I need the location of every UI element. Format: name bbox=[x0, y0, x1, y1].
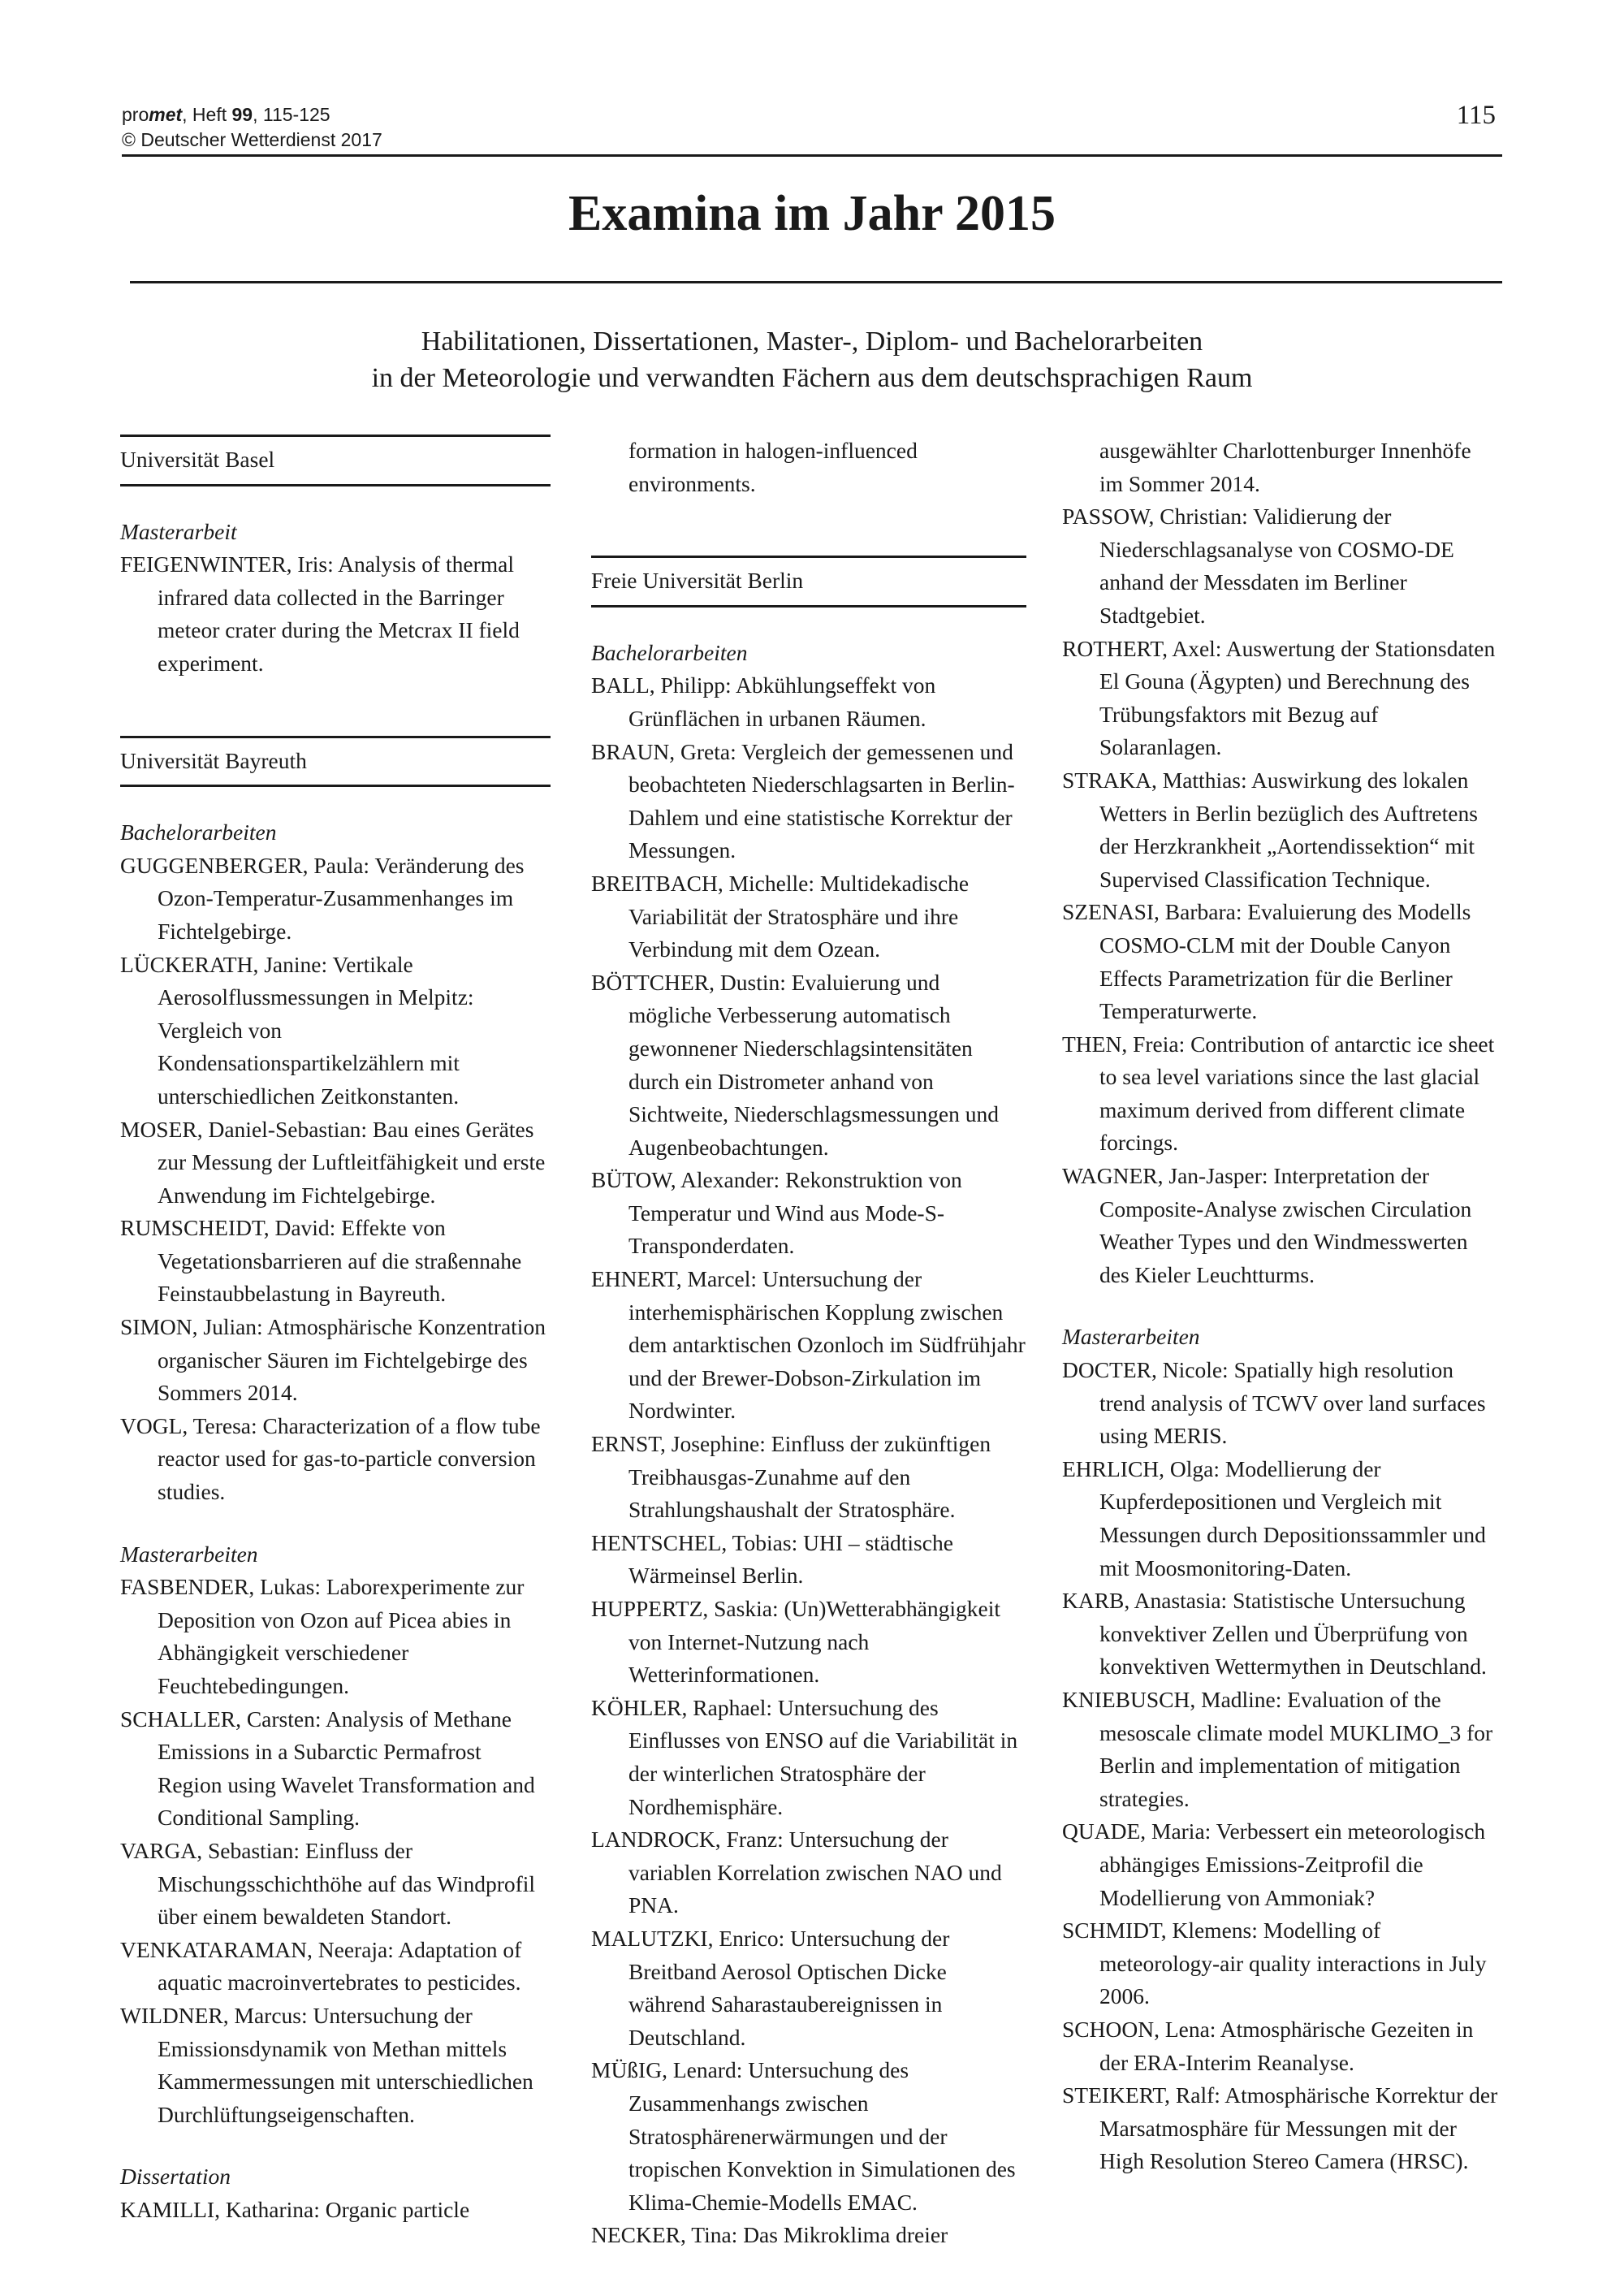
group-label: Masterarbeiten bbox=[1062, 1324, 1200, 1350]
thesis-entry: BALL, Philipp: Abkühlungseffekt von Grünflächen in urbanen Räumen. bbox=[591, 672, 936, 731]
group-label: Masterarbeit bbox=[120, 518, 237, 544]
thesis-entry: KNIEBUSCH, Madline: Evaluation of the mesoscale climate model MUKLIMO_3 for Berlin and implementation of mitigation strategies. bbox=[1062, 1686, 1493, 1811]
university-heading: Freie Universität Berlin bbox=[591, 556, 1026, 608]
thesis-entry: RUMSCHEIDT, David: Effekte von Vegetationsbarrieren auf die straßennahe Feinstaubbelastung in Bayreuth. bbox=[120, 1215, 522, 1307]
thesis-entry: LÜCKERATH, Janine: Vertikale Aerosolflussmessungen in Melpitz: Vergleich von Kondensationspartikelzählern mit unterschiedlichen Zeitkonstanten. bbox=[120, 951, 474, 1109]
thesis-entry: VOGL, Teresa: Characterization of a flow tube reactor used for gas-to-particle conversion studies. bbox=[120, 1412, 541, 1505]
group-label: Masterarbeiten bbox=[120, 1541, 258, 1567]
thesis-entry: MOSER, Daniel-Sebastian: Bau eines Gerätes zur Messung der Luftleitfähigkeit und erste Anwendung im Fichtelgebirge. bbox=[120, 1116, 546, 1208]
article-subtitle bbox=[0, 323, 1624, 396]
university-heading: Universität Basel bbox=[120, 435, 551, 486]
thesis-entry: HENTSCHEL, Tobias: UHI – städtische Wärmeinsel Berlin. bbox=[591, 1529, 953, 1589]
title-rule bbox=[130, 281, 1502, 283]
thesis-entry: STEIKERT, Ralf: Atmosphärische Korrektur der Marsatmosphäre für Messungen mit der High Resolution Stereo Camera (HRSC). bbox=[1062, 2082, 1498, 2174]
thesis-entry: VENKATARAMAN, Neeraja: Adaptation of aquatic macroinvertebrates to pesticides. bbox=[120, 1936, 522, 1995]
thesis-entry: QUADE, Maria: Verbessert ein meteorologisch abhängiges Emissions-Zeitprofil die Modellierung von Ammoniak? bbox=[1062, 1818, 1486, 1910]
group-label: Bachelorarbeiten bbox=[120, 819, 277, 845]
thesis-entry-continued: ausgewählter Charlottenburger Innenhöfe im Sommer 2014. bbox=[1099, 438, 1471, 496]
copyright-line: © Deutscher Wetterdienst 2017 bbox=[122, 129, 382, 150]
thesis-entry: SCHALLER, Carsten: Analysis of Methane Emissions in a Subarctic Permafrost Region using Wavelet Transformation and Conditional Sampling. bbox=[120, 1706, 535, 1831]
column-3 bbox=[1062, 435, 1499, 2178]
thesis-entry: MÜßIG, Lenard: Untersuchung des Zusammenhangs zwischen Stratosphärenerwärmungen und der tropischen Konvektion in Simulationen des Klima-Chemie-Modells EMAC. bbox=[591, 2057, 1016, 2215]
thesis-entry: KAMILLI, Katharina: Organic particle bbox=[120, 2196, 470, 2222]
university-heading: Universität Bayreuth bbox=[120, 736, 551, 788]
thesis-entry: FASBENDER, Lukas: Laborexperimente zur Deposition von Ozon auf Picea abies in Abhängigkeit verschiedener Feuchtebedingungen. bbox=[120, 1574, 525, 1698]
thesis-entry: DOCTER, Nicole: Spatially high resolution trend analysis of TCWV over land surfaces using MERIS. bbox=[1062, 1357, 1486, 1449]
thesis-entry: KARB, Anastasia: Statistische Untersuchung konvektiver Zellen und Überprüfung von konvektiven Wettermythen in Deutschland. bbox=[1062, 1588, 1487, 1680]
thesis-entry: VARGA, Sebastian: Einfluss der Mischungsschichthöhe auf das Windprofil über einem bewaldeten Standort. bbox=[120, 1837, 536, 1930]
thesis-entry: PASSOW, Christian: Validierung der Niederschlagsanalyse von COSMO-DE anhand der Messdaten im Berliner Stadtgebiet. bbox=[1062, 504, 1454, 628]
thesis-entry: HUPPERTZ, Saskia: (Un)Wetterabhängigkeit von Internet-Nutzung nach Wetterinformationen. bbox=[591, 1596, 1001, 1688]
subtitle-line-1: Habilitationen, Dissertationen, Master-, Diplom- und Bachelorarbeiten bbox=[421, 326, 1203, 357]
thesis-entry: SZENASI, Barbara: Evaluierung des Modells COSMO-CLM mit der Double Canyon Effects Parametrization für die Berliner Temperaturwerte. bbox=[1062, 899, 1471, 1024]
thesis-entry: NECKER, Tina: Das Mikroklima dreier bbox=[591, 2222, 948, 2248]
thesis-entry: THEN, Freia: Contribution of antarctic ice sheet to sea level variations since the last glacial maximum derived from different climate forcings. bbox=[1062, 1031, 1495, 1156]
column-1 bbox=[120, 435, 551, 2227]
thesis-entry: FEIGENWINTER, Iris: Analysis of thermal infrared data collected in the Barringer meteor crater during the Metcrax II field experiment. bbox=[120, 551, 520, 676]
thesis-entry: WILDNER, Marcus: Untersuchung der Emissionsdynamik von Methan mittels Kammermessungen mit unterschiedlichen Durchlüftungseigenschaften. bbox=[120, 2002, 533, 2127]
article-title: Examina im Jahr 2015 bbox=[568, 186, 1056, 241]
column-2 bbox=[591, 435, 1026, 2252]
thesis-entry: EHNERT, Marcel: Untersuchung der interhemisphärischen Kopplung zwischen dem antarktischen Ozonloch im Südfrühjahr und der Brewer-Dobson-Zirkulation im Nordwinter. bbox=[591, 1266, 1026, 1424]
thesis-entry: MALUTZKI, Enrico: Untersuchung der Breitband Aerosol Optischen Dicke während Saharastaubereignissen in Deutschland. bbox=[591, 1925, 950, 2050]
thesis-entry: ERNST, Josephine: Einfluss der zukünftigen Treibhausgas-Zunahme auf den Strahlungshaushalt der Stratosphäre. bbox=[591, 1431, 991, 1523]
group-label: Bachelorarbeiten bbox=[591, 639, 748, 665]
header-rule bbox=[122, 154, 1502, 157]
journal-header bbox=[122, 102, 382, 153]
thesis-entry: SCHOON, Lena: Atmosphärische Gezeiten in der ERA-Interim Reanalyse. bbox=[1062, 2016, 1474, 2075]
thesis-entry: KÖHLER, Raphael: Untersuchung des Einflusses von ENSO auf die Variabilität in der winterlichen Stratosphäre der Nordhemisphäre. bbox=[591, 1694, 1018, 1819]
thesis-entry: ROTHERT, Axel: Auswertung der Stationsdaten El Gouna (Ägypten) und Berechnung des Trübungsfaktors mit Bezug auf Solaranlagen. bbox=[1062, 635, 1496, 760]
thesis-entry: LANDROCK, Franz: Untersuchung der variablen Korrelation zwischen NAO und PNA. bbox=[591, 1827, 1002, 1918]
group-label: Dissertation bbox=[120, 2164, 231, 2190]
thesis-entry: WAGNER, Jan-Jasper: Interpretation der Composite-Analyse zwischen Circulation Weather Types und den Windmesswerten des Kieler Leuchtturms. bbox=[1062, 1163, 1472, 1287]
thesis-entry: BÜTOW, Alexander: Rekonstruktion von Temperatur und Wind aus Mode-S-Transponderdaten. bbox=[591, 1167, 962, 1259]
thesis-entry: BREITBACH, Michelle: Multidekadische Variabilität der Stratosphäre und ihre Verbindung mit dem Ozean. bbox=[591, 870, 970, 962]
thesis-entry: SCHMIDT, Klemens: Modelling of meteorology-air quality interactions in July 2006. bbox=[1062, 1918, 1487, 2009]
thesis-entry: STRAKA, Matthias: Auswirkung des lokalen Wetters in Berlin bezüglich des Auftretens der Herzkrankheit „Aortendissektion“ mit Supervised Classification Technique. bbox=[1062, 767, 1478, 892]
thesis-entry: BRAUN, Greta: Vergleich der gemessenen und beobachteten Niederschlagsarten in Berlin-Dahlem und eine statistische Korrektur der Messungen. bbox=[591, 738, 1015, 863]
thesis-entry: EHRLICH, Olga: Modellierung der Kupferdepositionen und Vergleich mit Messungen durch Depositionssammler und mit Moosmonitoring-Daten. bbox=[1062, 1455, 1486, 1580]
thesis-entry-continued: formation in halogen-influenced environments. bbox=[628, 438, 918, 496]
thesis-entry: BÖTTCHER, Dustin: Evaluierung und mögliche Verbesserung automatisch gewonnener Niederschlagsintensitäten durch ein Distrometer anhand von Sichtweite, Niederschlagsmessungen und Augenbeobachtungen. bbox=[591, 969, 999, 1160]
subtitle-line-2: in der Meteorologie und verwandten Fächern aus dem deutschsprachigen Raum bbox=[371, 363, 1253, 393]
page-number: 115 bbox=[1456, 101, 1496, 130]
journal-citation: promet, Heft 99, 115-125 bbox=[122, 104, 330, 125]
thesis-entry: SIMON, Julian: Atmosphärische Konzentration organischer Säuren im Fichtelgebirge des Sommers 2014. bbox=[120, 1314, 546, 1406]
thesis-entry: GUGGENBERGER, Paula: Veränderung des Ozon-Temperatur-Zusammenhanges im Fichtelgebirge. bbox=[120, 852, 525, 944]
